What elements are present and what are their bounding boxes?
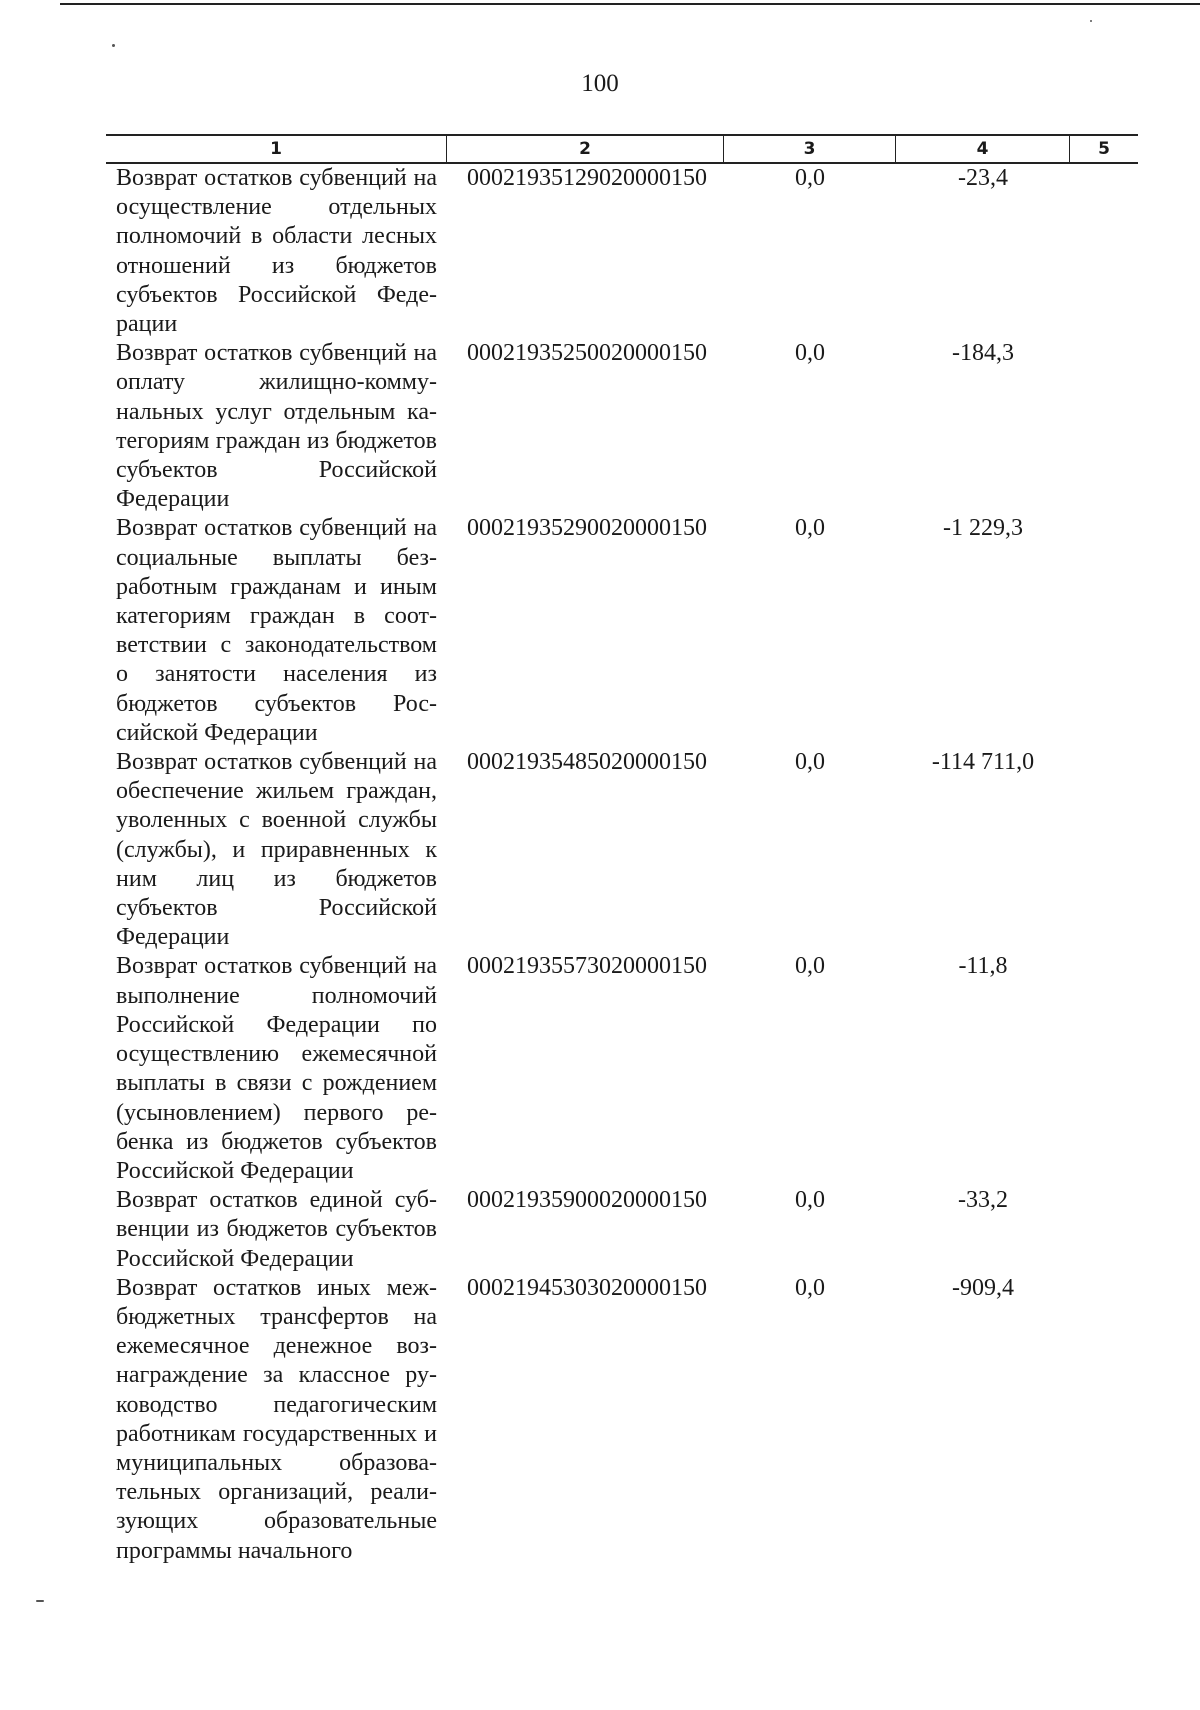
table-row xyxy=(106,514,1138,748)
scan-speck xyxy=(36,1600,44,1602)
row-code: 00021935290020000150 xyxy=(467,515,707,542)
row-col4-value: -909,4 xyxy=(952,1274,1014,1301)
row-col4-value: -114 711,0 xyxy=(931,749,1035,776)
table-row xyxy=(106,339,1138,514)
row-code: 00021945303020000150 xyxy=(467,1274,707,1301)
row-col3-value: 0,0 xyxy=(795,165,825,191)
page-number: 100 xyxy=(581,70,619,97)
row-col3-value: 0,0 xyxy=(795,749,825,776)
scan-top-edge-line xyxy=(60,3,1200,5)
row-description: Возврат остатков субвенций на выполнение полномочий Российской Федерации по осуществлению ежемесячной выплаты в связи с рождением (усыновлением) первого ребенка из бюджетов субъектов Российской Федерации xyxy=(116,953,437,1184)
row-description: Возврат остатков субвенций на осуществление отдельных полномочий в области лесных отношений из бюджетов субъектов Российской Федерации xyxy=(116,165,437,338)
table-row xyxy=(106,1274,1138,1566)
row-code: 00021935573020000150 xyxy=(467,953,707,980)
row-col3-value: 0,0 xyxy=(795,340,825,367)
row-col4-value: -33,2 xyxy=(958,1187,1008,1214)
row-description: Возврат остатков субвенций на оплату жилищно-коммунальных услуг отдельным категориям граждан из бюджетов субъектов Российской Федерации xyxy=(116,340,437,513)
scan-speck xyxy=(112,44,115,47)
header-col-5: 5 xyxy=(1098,139,1110,159)
row-code: 00021935485020000150 xyxy=(467,749,707,776)
table-row xyxy=(106,164,1138,339)
row-description: Возврат остатков иных межбюджетных трансфертов на ежемесячное денежное вознаграждение за классное руководство педагогическим работникам государственных и муниципальных образовательных организаций, реализующих образовательные программы начального xyxy=(116,1274,437,1564)
budget-table xyxy=(106,134,1138,1566)
row-description: Возврат остатков субвенций на социальные выплаты безработным гражданам и иным категориям граждан в соответствии с законодательством о занятости населения из бюджетов субъектов Российской Федерации xyxy=(116,515,437,746)
row-col4-value: -1 229,3 xyxy=(943,515,1023,542)
row-description: Возврат остатков единой субвенции из бюджетов субъектов Российской Федерации xyxy=(116,1187,437,1272)
row-col3-value: 0,0 xyxy=(795,953,825,980)
row-code: 00021935900020000150 xyxy=(467,1187,707,1214)
header-col-3: 3 xyxy=(724,136,896,162)
row-col4-value: -184,3 xyxy=(952,340,1014,367)
row-col3-value: 0,0 xyxy=(795,515,825,542)
header-col-1: 1 xyxy=(106,136,447,162)
row-description: Возврат остатков субвенций на обеспечение жильем граждан, уволенных с военной службы (службы), и приравненных к ним лиц из бюджетов субъектов Российской Федерации xyxy=(116,749,437,951)
table-row xyxy=(106,748,1138,952)
row-code: 00021935250020000150 xyxy=(467,340,707,367)
table-body xyxy=(106,164,1138,1566)
row-code: 00021935129020000150 xyxy=(467,165,707,191)
header-col-4: 4 xyxy=(896,136,1070,162)
table-header-row xyxy=(106,134,1138,164)
header-col-2: 2 xyxy=(447,136,724,162)
row-col3-value: 0,0 xyxy=(795,1187,825,1214)
table-row xyxy=(106,952,1138,1186)
row-col4-value: -23,4 xyxy=(958,165,1008,191)
scan-speck xyxy=(1090,20,1092,22)
row-col3-value: 0,0 xyxy=(795,1274,825,1301)
row-col4-value: -11,8 xyxy=(958,953,1008,980)
table-row xyxy=(106,1186,1138,1274)
